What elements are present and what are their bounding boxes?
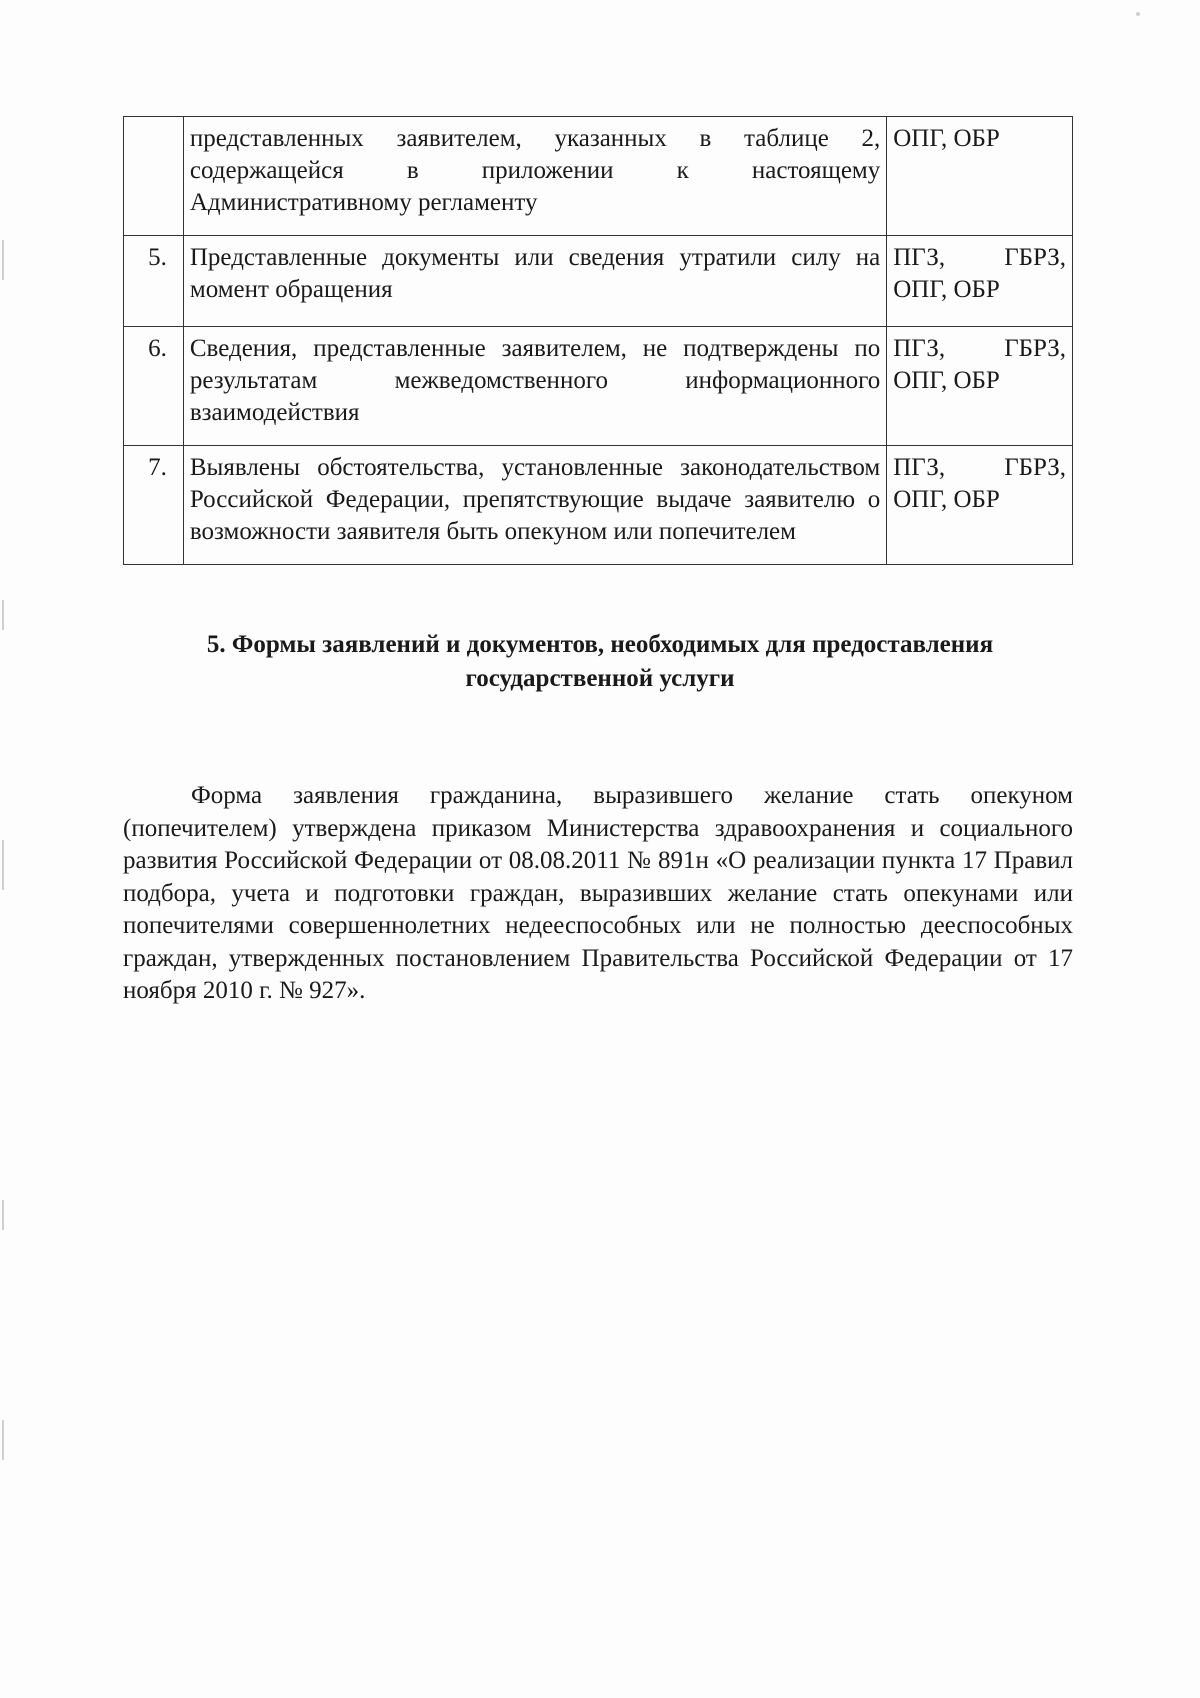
code-pgz: ПГЗ, xyxy=(893,335,946,362)
scan-margin-mark xyxy=(2,1420,4,1460)
row-text: Выявлены обстоятельства, установленные законодательством Российской Федерации, препятствующие выдаче заявителю о возможности заявителя быть опекуном или попечителем xyxy=(183,446,886,565)
row-number: 6. xyxy=(124,327,184,446)
table-row xyxy=(124,236,1073,327)
row-text: представленных заявителем, указанных в таблице 2, содержащейся в приложении к настоящему Административному регламенту xyxy=(183,117,886,236)
code-gbrz: ГБРЗ, xyxy=(1004,335,1066,362)
table-row xyxy=(124,327,1073,446)
body-paragraph: Форма заявления гражданина, выразившего желание стать опекуном (попечителем) утверждена приказом Министерства здравоохранения и социального развития Российской Федерации от 08.08.2011 № 891н «О реализации пункта 17 Правил подбора, учета и подготовки граждан, выразивших желание стать опекунами или попечителями совершеннолетних недееспособных или не полностью дееспособных граждан, утвержденных постановлением Правительства Российской Федерации от 17 ноября 2010 г. № 927». xyxy=(123,782,1073,1004)
row-text: Представленные документы или сведения утратили силу на момент обращения xyxy=(183,236,886,327)
codes-line xyxy=(893,333,1066,365)
code-pgz: ПГЗ, xyxy=(893,454,946,481)
row-codes xyxy=(887,446,1073,565)
row-codes xyxy=(887,327,1073,446)
codes-line xyxy=(893,452,1066,484)
scan-margin-mark xyxy=(2,1200,4,1230)
row-text: Сведения, представленные заявителем, не подтверждены по результатам межведомственного информационного взаимодействия xyxy=(183,327,886,446)
codes-value: ОПГ, ОБР xyxy=(893,367,1000,394)
code-pgz: ПГЗ, xyxy=(893,244,946,271)
codes-value: ОПГ, ОБР xyxy=(893,486,1000,513)
row-number xyxy=(124,117,184,236)
codes-line xyxy=(893,242,1066,274)
row-codes xyxy=(887,117,1073,236)
scan-speck xyxy=(1136,12,1140,16)
scan-margin-mark xyxy=(2,240,4,280)
code-gbrz: ГБРЗ, xyxy=(1004,244,1066,271)
table-row xyxy=(124,446,1073,565)
row-number: 5. xyxy=(124,236,184,327)
code-gbrz: ГБРЗ, xyxy=(1004,454,1066,481)
codes-value: ОПГ, ОБР xyxy=(893,125,1000,152)
row-number: 7. xyxy=(124,446,184,565)
scan-margin-mark xyxy=(2,600,4,630)
section-heading-line1: 5. Формы заявлений и документов, необходимых для предоставления xyxy=(206,631,994,658)
section-heading xyxy=(160,628,1040,696)
refusal-grounds-table xyxy=(123,116,1073,565)
scan-margin-mark xyxy=(2,840,4,890)
table-row xyxy=(124,117,1073,236)
codes-value: ОПГ, ОБР xyxy=(893,276,1000,303)
section-heading-line2: государственной услуги xyxy=(465,665,735,692)
row-codes xyxy=(887,236,1073,327)
